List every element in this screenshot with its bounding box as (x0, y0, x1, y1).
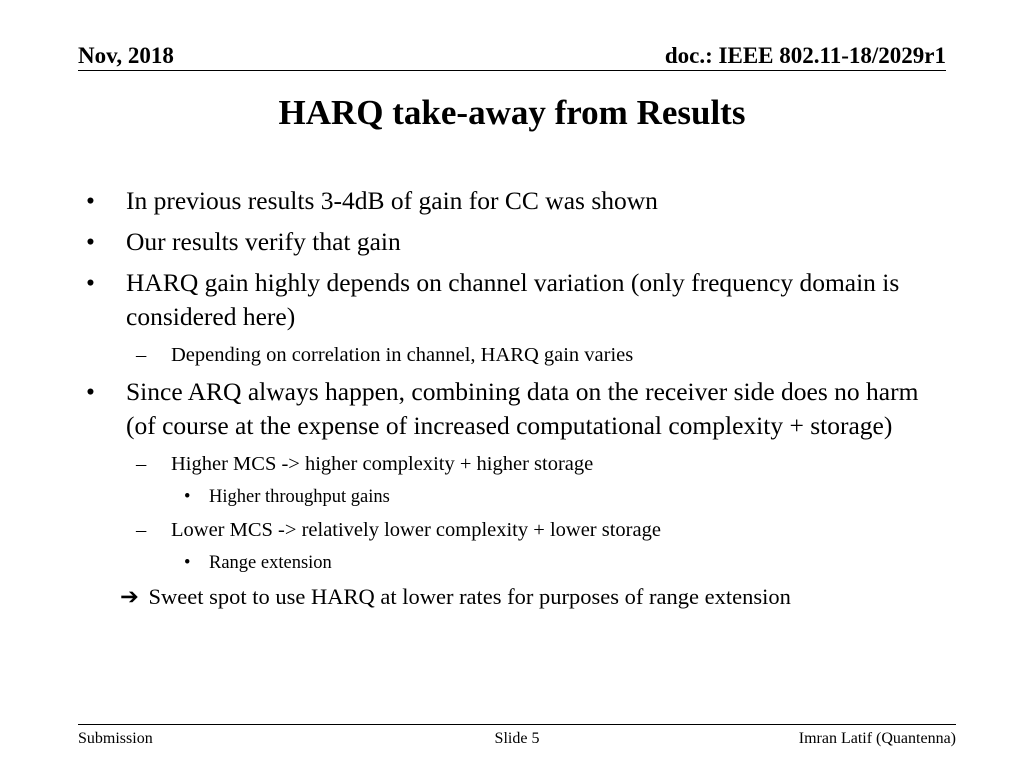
dash-icon: – (136, 453, 147, 475)
slide-title: HARQ take-away from Results (278, 93, 746, 132)
bullet-text: In previous results 3-4dB of gain for CC was shown (126, 186, 658, 215)
header-doc-id: doc.: IEEE 802.11-18/2029r1 (664, 43, 946, 68)
bullet-icon: • (86, 377, 95, 406)
bullet-text: Since ARQ always happen, combining data on the receiver side does no harm (of course at the expense of increased computational complexity + storage) (126, 377, 919, 440)
sub-bullet-text: Depending on correlation in channel, HARQ gain varies (171, 344, 634, 366)
conclusion-item (84, 582, 944, 612)
sub-sub-bullet-item (84, 484, 944, 510)
slide-footer (78, 724, 956, 755)
footer-slide-number: Slide 5 (494, 730, 540, 747)
sub-bullet-text: Higher MCS -> higher complexity + higher storage (171, 453, 594, 475)
bullet-item (84, 225, 944, 259)
sub-bullet-item (84, 516, 944, 544)
bullet-icon: • (184, 487, 191, 507)
sub-sub-bullet-text: Range extension (209, 553, 332, 573)
bullet-text: HARQ gain highly depends on channel variation (only frequency domain is considered here) (126, 268, 900, 331)
footer-submission: Submission (78, 730, 153, 747)
dash-icon: – (136, 344, 147, 366)
header-date: Nov, 2018 (78, 43, 174, 68)
sub-bullet-text: Lower MCS -> relatively lower complexity + lower storage (171, 519, 661, 541)
bullet-icon: • (184, 553, 191, 573)
sub-bullet-item (84, 450, 944, 478)
sub-bullet-item (84, 341, 944, 369)
bullet-icon: • (86, 186, 95, 215)
slide-body (84, 184, 944, 612)
bullet-item (84, 266, 944, 334)
sub-sub-bullet-text: Higher throughput gains (209, 487, 390, 507)
bullet-icon: • (86, 227, 95, 256)
bullet-item (84, 184, 944, 218)
arrow-right-icon: ➔ (120, 584, 139, 609)
bullet-text: Our results verify that gain (126, 227, 401, 256)
slide-header (78, 42, 946, 71)
dash-icon: – (136, 519, 147, 541)
conclusion-text: Sweet spot to use HARQ at lower rates for purposes of range extension (148, 584, 791, 609)
bullet-icon: • (86, 268, 95, 297)
bullet-item (84, 375, 944, 443)
sub-sub-bullet-item (84, 550, 944, 576)
footer-author: Imran Latif (Quantenna) (798, 730, 956, 747)
